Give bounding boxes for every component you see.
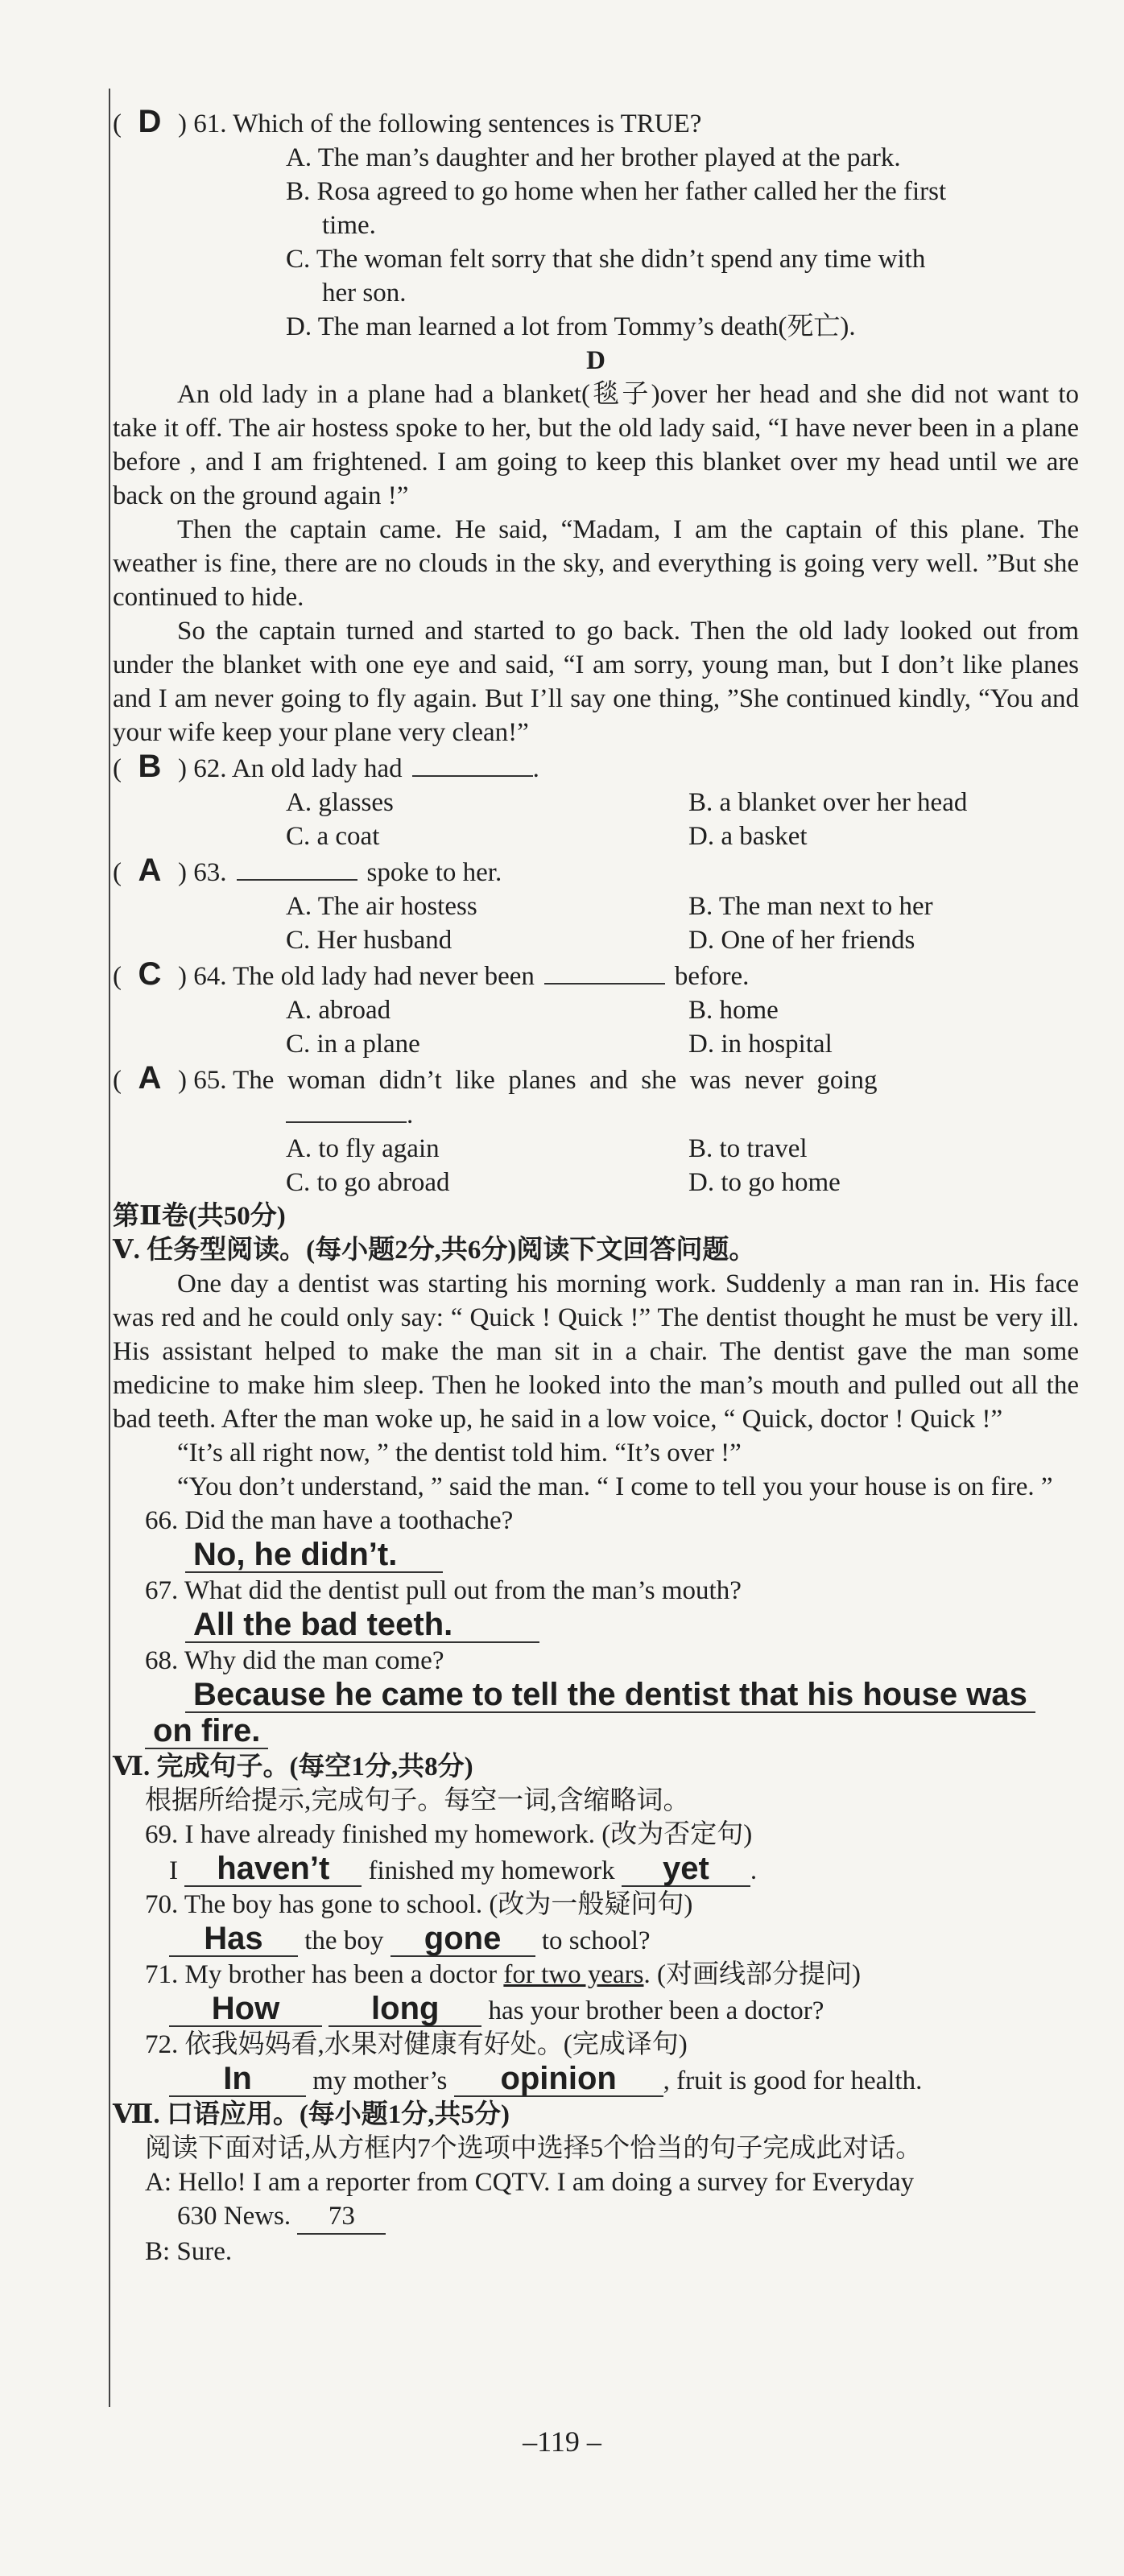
sentence-70 <box>113 1922 1079 1958</box>
answer-68-line-1: Because he came to tell the dentist that his house was <box>185 1678 1035 1713</box>
section-7-title: Ⅶ. 口语应用。(每小题1分,共5分) <box>113 2100 510 2129</box>
answer-paren: ( <box>113 962 122 991</box>
option-63-b: B. The man next to her <box>688 892 933 921</box>
question-71-part-a: 71. My brother has been a doctor <box>145 1960 504 1989</box>
sentence-70-part-c: the boy <box>304 1926 384 1955</box>
answer-61: D <box>138 104 162 139</box>
question-65-stem-end: . <box>407 1100 414 1129</box>
answer-70-2: gone <box>391 1922 535 1957</box>
sentence-69 <box>113 1852 1079 1888</box>
answer-paren: ( <box>113 754 122 783</box>
question-65-cont <box>113 1097 1079 1132</box>
sentence-71 <box>113 1992 1079 2028</box>
question-62-stem: ) 62. An old lady had <box>178 754 403 783</box>
question-62 <box>113 749 1079 786</box>
question-61 <box>113 105 1079 141</box>
answer-67: All the bad teeth. <box>185 1608 539 1643</box>
passage-d-paragraph-2: Then the captain came. He said, “Madam, I am the captain of this plane. The weather is fine, there are no clouds in the sky, and everything is going very well. ”But she continued to hide. <box>113 515 1079 612</box>
option-64-b: B. home <box>688 996 779 1025</box>
question-61-stem: ) 61. Which of the following sentences is TRUE? <box>178 109 702 138</box>
answer-71-1: How <box>169 1992 322 2027</box>
question-64-options <box>113 993 1079 1061</box>
option-65-d: D. to go home <box>688 1168 841 1197</box>
question-72: 72. 依我妈妈看,水果对健康有好处。(完成译句) <box>145 2030 688 2059</box>
option-63-d: D. One of her friends <box>688 926 915 955</box>
question-62-options <box>113 786 1079 853</box>
passage-d-paragraph-3: So the captain turned and started to go back. Then the old lady looked out from under the blanket with one eye and said, “I am sorry, young man, but I don’t like planes and I am never going to fly again. But I’ll say one thing, ”She continued kindly, “You and your wife keep your plane very clean!” <box>113 617 1079 747</box>
question-64 <box>113 957 1079 993</box>
question-71 <box>113 1958 1079 1992</box>
option-64-a: A. abroad <box>286 996 391 1025</box>
question-65-stem: ) 65. The woman didn’t like planes and she was never going <box>178 1066 878 1095</box>
option-63-a: A. The air hostess <box>286 892 477 921</box>
question-63 <box>113 853 1079 890</box>
dialogue-a-line-1: A: Hello! I am a reporter from CQTV. I am doing a survey for Everyday <box>145 2168 915 2197</box>
answer-paren: ( <box>113 1066 122 1095</box>
dialogue-a-line-2-text: 630 News. <box>177 2202 291 2231</box>
option-65-c: C. to go abroad <box>286 1168 450 1197</box>
section-7-instruction: 阅读下面对话,从方框内7个选项中选择5个恰当的句子完成此对话。 <box>145 2134 923 2163</box>
question-64-stem: ) 64. The old lady had never been <box>178 962 535 991</box>
option-62-a: A. glasses <box>286 788 394 817</box>
question-69: 69. I have already finished my homework. (改为否定句) <box>145 1820 753 1849</box>
option-62-d: D. a basket <box>688 822 808 851</box>
part-2-title: 第Ⅱ卷(共50分) <box>113 1202 286 1231</box>
passage-d-heading: D <box>586 346 605 375</box>
sentence-69-part-c: finished my homework <box>368 1856 615 1885</box>
blank <box>237 855 357 881</box>
answer-62: B <box>138 749 162 784</box>
option-63-c: C. Her husband <box>286 926 452 955</box>
option-62-c: C. a coat <box>286 822 380 851</box>
question-68: 68. Why did the man come? <box>145 1646 444 1675</box>
exam-page <box>113 105 1079 2268</box>
blank <box>286 1097 407 1123</box>
dialogue-a-line-2 <box>113 2199 1079 2235</box>
option-61-c-cont: her son. <box>322 279 407 308</box>
option-61-c: C. The woman felt sorry that she didn’t spend any time with <box>286 245 926 274</box>
option-65-b: B. to travel <box>688 1134 808 1163</box>
option-61-b-cont: time. <box>322 211 376 240</box>
question-70: 70. The boy has gone to school. (改为一般疑问句) <box>145 1890 693 1919</box>
answer-63: A <box>138 852 162 888</box>
answer-68-line-2: on fire. <box>145 1714 268 1749</box>
sentence-69-part-a: I <box>169 1856 178 1885</box>
sentence-72-end: , fruit is good for health. <box>663 2066 923 2095</box>
answer-64: C <box>138 956 162 992</box>
section-6-title: Ⅵ. 完成句子。(每空1分,共8分) <box>113 1752 473 1781</box>
answer-69-2: yet <box>622 1852 750 1887</box>
sentence-71-part-c: has your brother been a doctor? <box>488 1996 824 2025</box>
option-61-d: D. The man learned a lot from Tommy’s death(死亡). <box>286 312 856 341</box>
sentence-72-part-c: my mother’s <box>312 2066 448 2095</box>
option-61-a: A. The man’s daughter and her brother played at the park. <box>286 143 901 172</box>
answer-66: No, he didn’t. <box>185 1538 443 1573</box>
question-63-options <box>113 890 1079 957</box>
answer-69-1: haven’t <box>184 1852 362 1887</box>
passage-d-paragraph-1: An old lady in a plane had a blanket(毯子)over her head and she did not want to take it off. The air hostess spoke to her, but the old lady said, “I have never been in a plane before , and I am frightened. I am going to keep this blanket over my head until we are back on the ground again !” <box>113 380 1079 510</box>
answer-65: A <box>138 1060 162 1096</box>
answer-70-1: Has <box>169 1922 298 1957</box>
left-margin-rule <box>109 89 110 2407</box>
option-64-d: D. in hospital <box>688 1030 833 1059</box>
page-number: –119 – <box>523 2425 601 2458</box>
sentence-69-end: . <box>750 1856 758 1885</box>
question-71-underlined: for two years <box>503 1960 644 1989</box>
sentence-72 <box>113 2062 1079 2098</box>
option-65-a: A. to fly again <box>286 1134 440 1163</box>
option-61-b: B. Rosa agreed to go home when her father called her the first <box>286 177 947 206</box>
blank <box>412 751 533 777</box>
blank-73: 73 <box>297 2199 386 2235</box>
section-5-paragraph-1: One day a dentist was starting his morning work. Suddenly a man ran in. His face was red and he could only say: “ Quick ! Quick !” The dentist thought he must be very ill. His assistant helped to make the man sit in a chair. The dentist gave the man some medicine to make him sleep. Then he looked into the man’s mouth and pulled out all the bad teeth. After the man woke up, he said in a low voice, “ Quick, doctor ! Quick !” <box>113 1269 1079 1434</box>
question-61-options <box>113 141 1079 344</box>
section-6-instruction: 根据所给提示,完成句子。每空一词,含缩略词。 <box>145 1786 690 1815</box>
section-5-paragraph-3: “You don’t understand, ” said the man. “ I come to tell you your house is on fire. ” <box>177 1472 1053 1501</box>
answer-72-2: opinion <box>454 2062 663 2097</box>
question-62-stem-end: . <box>532 754 539 783</box>
answer-72-1: In <box>169 2062 306 2097</box>
question-66: 66. Did the man have a toothache? <box>145 1506 514 1535</box>
sentence-70-end: to school? <box>541 1926 651 1955</box>
question-63-stem-end: spoke to her. <box>366 858 502 887</box>
answer-71-2: long <box>329 1992 481 2027</box>
question-65-options <box>113 1132 1079 1199</box>
answer-paren: ( <box>113 858 122 887</box>
question-71-part-b: . (对画线部分提问) <box>643 1960 861 1989</box>
question-64-stem-end: before. <box>674 962 750 991</box>
dialogue-b-line-1: B: Sure. <box>145 2237 233 2266</box>
question-67: 67. What did the dentist pull out from the man’s mouth? <box>145 1576 742 1605</box>
question-63-stem: ) 63. <box>178 858 227 887</box>
option-62-b: B. a blanket over her head <box>688 788 968 817</box>
option-64-c: C. in a plane <box>286 1030 420 1059</box>
section-5-title: Ⅴ. 任务型阅读。(每小题2分,共6分)阅读下文回答问题。 <box>113 1236 756 1265</box>
answer-paren: ( <box>113 109 122 138</box>
section-5-paragraph-2: “It’s all right now, ” the dentist told him. “It’s over !” <box>177 1439 742 1468</box>
blank <box>544 959 665 985</box>
question-65 <box>113 1061 1079 1097</box>
